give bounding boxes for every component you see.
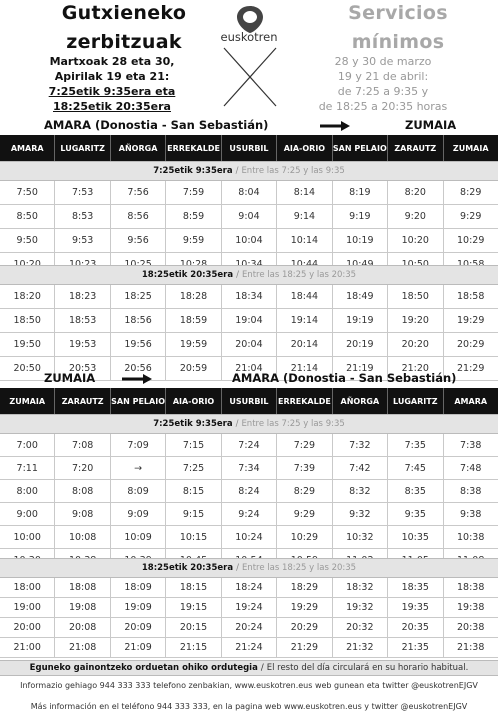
spanish-time-line2: de 18:25 a 20:35 horas xyxy=(318,100,448,113)
basque-title-line1: Gutxieneko xyxy=(61,2,187,24)
departure-time: 9:20 xyxy=(388,205,443,228)
route-origin: ZUMAIA xyxy=(44,371,96,385)
departure-time: 18:49 xyxy=(333,285,388,308)
departure-time: 10:04 xyxy=(222,229,277,252)
departure-time: 18:58 xyxy=(457,291,485,302)
departure-time: 10:09 xyxy=(111,526,166,548)
inbound-morning-band xyxy=(0,414,498,434)
note-separator: / xyxy=(260,663,264,673)
departure-time: 18:34 xyxy=(222,285,277,308)
band-basque: 18:25etik 20:35era xyxy=(141,563,234,573)
departure-time: 7:53 xyxy=(55,181,110,204)
departure-time: 9:38 xyxy=(460,508,482,520)
departure-time: 21:08 xyxy=(55,638,110,657)
band-basque: 7:25etik 9:35era xyxy=(153,166,233,176)
departure-time: 7:09 xyxy=(111,434,166,456)
spanish-time-line1: de 7:25 a 9:35 y xyxy=(337,85,429,98)
outbound-morning-band xyxy=(0,161,498,181)
band-separator: / xyxy=(235,166,239,176)
departure-time: 9:04 xyxy=(222,205,277,228)
departure-time: 21:15 xyxy=(166,638,221,657)
departure-time: 7:38 xyxy=(460,439,482,451)
departure-time: 8:04 xyxy=(222,181,277,204)
basque-time-line2: 18:25etik 20:35era xyxy=(53,100,171,113)
departure-time: 8:24 xyxy=(222,480,277,502)
departure-time: 7:25 xyxy=(166,457,221,479)
departure-time: 19:59 xyxy=(166,333,221,356)
departure-time: 7:24 xyxy=(222,434,277,456)
departure-time: 18:28 xyxy=(166,285,221,308)
departure-time: 7:35 xyxy=(388,434,443,456)
arrow-right-icon xyxy=(320,121,350,131)
departure-time: 20:38 xyxy=(457,622,485,633)
departure-time: 7:08 xyxy=(55,434,110,456)
page-header xyxy=(0,0,498,116)
outbound-route xyxy=(0,117,498,135)
departure-time: 20:04 xyxy=(222,333,277,356)
band-basque: 18:25etik 20:35era xyxy=(141,270,234,280)
station-header: ZARAUTZ xyxy=(388,135,443,161)
departure-time: 18:50 xyxy=(0,309,55,332)
departure-time: 7:15 xyxy=(166,434,221,456)
departure-time: 8:32 xyxy=(333,480,388,502)
departure-time: 9:19 xyxy=(333,205,388,228)
departure-time: 10:29 xyxy=(277,526,332,548)
departure-time: 10:08 xyxy=(55,526,110,548)
inbound-station-header xyxy=(0,388,498,414)
station-header: ZUMAIA xyxy=(452,143,489,153)
timetable-row xyxy=(0,526,498,549)
timetable-row xyxy=(0,578,498,598)
departure-time: 20:24 xyxy=(222,618,277,637)
station-header: ZARAUTZ xyxy=(55,388,110,414)
departure-time: 20:32 xyxy=(333,618,388,637)
departure-time: 19:32 xyxy=(333,598,388,617)
station-header: ZUMAIA xyxy=(0,388,55,414)
departure-time: 9:29 xyxy=(460,211,482,222)
departure-time: 9:59 xyxy=(166,229,221,252)
outbound-evening-band xyxy=(0,265,498,285)
departure-time: 10:38 xyxy=(457,531,485,543)
band-separator: / xyxy=(235,419,239,429)
departure-time: 8:14 xyxy=(277,181,332,204)
timetable-row xyxy=(0,457,498,480)
band-spanish: Entre las 18:25 y las 20:35 xyxy=(241,563,357,573)
departure-time: 19:38 xyxy=(457,602,485,613)
departure-time: 18:25 xyxy=(111,285,166,308)
departure-time: 7:39 xyxy=(277,457,332,479)
departure-time: 20:50 xyxy=(0,357,55,380)
spanish-title-line2: mínimos xyxy=(351,31,445,53)
departure-time: 19:20 xyxy=(388,309,443,332)
departure-time: 7:59 xyxy=(166,181,221,204)
info-spanish: Más información en el teléfono 944 333 333, en la pagina web www.euskotren.eus y twitter @euskotrenEJGV xyxy=(30,702,468,711)
departure-time: 18:00 xyxy=(0,578,55,597)
arrow-right-icon xyxy=(122,374,152,384)
basque-title-line2: zerbitzuak xyxy=(66,31,182,53)
station-header: LUGARITZ xyxy=(388,388,443,414)
departure-time: 10:35 xyxy=(388,526,443,548)
schedule-note xyxy=(0,660,498,676)
departure-time: 9:09 xyxy=(111,503,166,525)
departure-time: 20:14 xyxy=(277,333,332,356)
band-spanish: Entre las 18:25 y las 20:35 xyxy=(241,270,357,280)
departure-time: 9:56 xyxy=(111,229,166,252)
departure-time: 18:53 xyxy=(55,309,110,332)
departure-time: 18:32 xyxy=(333,578,388,597)
departure-time: 20:53 xyxy=(55,357,110,380)
departure-time: 18:38 xyxy=(457,582,485,593)
departure-time: 8:00 xyxy=(0,480,55,502)
note-spanish: El resto del día circulará en su horario habitual. xyxy=(266,663,469,673)
departure-time: 21:24 xyxy=(222,638,277,657)
departure-time: 10:19 xyxy=(333,229,388,252)
timetable-row xyxy=(0,480,498,503)
timetable-row xyxy=(0,309,498,333)
departure-time: 7:45 xyxy=(388,457,443,479)
departure-time: 9:00 xyxy=(0,503,55,525)
departure-time: 7:56 xyxy=(111,181,166,204)
timetable-row xyxy=(0,618,498,638)
departure-time: 20:56 xyxy=(111,357,166,380)
band-spanish: Entre las 7:25 y las 9:35 xyxy=(241,419,345,429)
outbound-station-header xyxy=(0,135,498,161)
timetable-row xyxy=(0,285,498,309)
departure-time: 18:08 xyxy=(55,578,110,597)
station-header: AÑORGA xyxy=(333,388,388,414)
departure-time: 7:11 xyxy=(0,457,55,479)
departure-time: 19:15 xyxy=(166,598,221,617)
departure-time: 8:09 xyxy=(111,480,166,502)
departure-time: 21:35 xyxy=(388,638,443,657)
departure-time: 8:20 xyxy=(388,181,443,204)
band-basque: 7:25etik 9:35era xyxy=(153,419,233,429)
departure-time: 20:29 xyxy=(457,339,485,350)
station-header: AIA-ORIO xyxy=(277,135,332,161)
basque-date-line2: Apirilak 19 eta 21: xyxy=(54,70,170,83)
departure-time: 21:32 xyxy=(333,638,388,657)
departure-time: 19:50 xyxy=(0,333,55,356)
departure-time: 18:09 xyxy=(111,578,166,597)
departure-time: 8:59 xyxy=(166,205,221,228)
inbound-evening-band xyxy=(0,558,498,578)
departure-time: 7:42 xyxy=(333,457,388,479)
station-header: SAN PELAIO xyxy=(333,135,388,161)
departure-time: 19:04 xyxy=(222,309,277,332)
departure-time: 10:14 xyxy=(277,229,332,252)
station-header: USURBIL xyxy=(222,388,277,414)
departure-time: 20:08 xyxy=(55,618,110,637)
timetable-row xyxy=(0,333,498,357)
band-spanish: Entre las 7:25 y las 9:35 xyxy=(241,166,345,176)
departure-time: 9:15 xyxy=(166,503,221,525)
departure-time: 9:24 xyxy=(222,503,277,525)
departure-time: 8:19 xyxy=(333,181,388,204)
departure-time: 18:23 xyxy=(55,285,110,308)
departure-time: 18:56 xyxy=(111,309,166,332)
station-header: AIA-ORIO xyxy=(166,388,221,414)
departure-time: 9:50 xyxy=(0,229,55,252)
departure-time: 21:04 xyxy=(222,357,277,380)
departure-time: 8:53 xyxy=(55,205,110,228)
departure-time: 18:59 xyxy=(166,309,221,332)
departure-time: 8:56 xyxy=(111,205,166,228)
departure-time: 19:00 xyxy=(0,598,55,617)
station-header: LUGARITZ xyxy=(55,135,110,161)
departure-time: 9:08 xyxy=(55,503,110,525)
departure-time: 21:29 xyxy=(457,363,485,374)
departure-time: 7:29 xyxy=(277,434,332,456)
departure-time: 8:38 xyxy=(460,485,482,497)
departure-time: 19:09 xyxy=(111,598,166,617)
departure-time: 21:38 xyxy=(457,642,485,653)
station-header: AMARA xyxy=(454,396,488,406)
route-destination: ZUMAIA xyxy=(405,118,457,132)
station-header: AMARA xyxy=(0,135,55,161)
timetable-row xyxy=(0,638,498,658)
basque-date-line1: Martxoak 28 eta 30, xyxy=(49,55,175,68)
departure-time: 7:34 xyxy=(222,457,277,479)
note-basque: Eguneko gainontzeko orduetan ohiko ordutegia xyxy=(29,663,258,673)
departure-time: 18:50 xyxy=(388,285,443,308)
departure-time: 20:19 xyxy=(333,333,388,356)
departure-time: 9:32 xyxy=(333,503,388,525)
departure-time: 9:14 xyxy=(277,205,332,228)
departure-time: 10:29 xyxy=(457,235,485,246)
departure-time: 20:59 xyxy=(166,357,221,380)
timetable-row xyxy=(0,598,498,618)
inbound-route xyxy=(0,370,498,388)
station-header: ERREKALDE xyxy=(277,388,332,414)
departure-time: 19:56 xyxy=(111,333,166,356)
departure-time: 10:00 xyxy=(0,526,55,548)
departure-time: 20:35 xyxy=(388,618,443,637)
departure-time: 18:35 xyxy=(388,578,443,597)
station-header: ERREKALDE xyxy=(166,135,221,161)
departure-time: 20:00 xyxy=(0,618,55,637)
departure-time: 10:32 xyxy=(333,526,388,548)
departure-time: 19:14 xyxy=(277,309,332,332)
departure-time: 8:15 xyxy=(166,480,221,502)
station-header: SAN PELAIO xyxy=(111,388,166,414)
departure-time: 7:48 xyxy=(460,462,482,474)
departure-time: 21:20 xyxy=(388,357,443,380)
departure-time: 8:29 xyxy=(277,480,332,502)
timetable-row xyxy=(0,205,498,229)
spanish-date-line1: 28 y 30 de marzo xyxy=(334,55,432,68)
departure-time: 18:15 xyxy=(166,578,221,597)
departure-time: 9:53 xyxy=(55,229,110,252)
departure-time: 20:29 xyxy=(277,618,332,637)
departure-time: 9:29 xyxy=(277,503,332,525)
departure-time: 7:50 xyxy=(0,181,55,204)
info-basque: Informazio gehiago 944 333 333 telefono zenbakian, www.euskotren.eus web gunean eta twitter @euskotrenEJGV xyxy=(20,681,478,690)
timetable-row xyxy=(0,229,498,253)
departure-time: 8:29 xyxy=(460,187,482,198)
basque-time-line1: 7:25etik 9:35era eta xyxy=(48,85,176,98)
station-header: USURBIL xyxy=(222,135,277,161)
departure-time: 10:15 xyxy=(166,526,221,548)
timetable-row xyxy=(0,434,498,457)
departure-time: 21:29 xyxy=(277,638,332,657)
departure-time: 21:00 xyxy=(0,638,55,657)
band-separator: / xyxy=(236,270,239,280)
departure-time: 9:35 xyxy=(388,503,443,525)
route-origin: AMARA (Donostia - San Sebastián) xyxy=(44,118,269,132)
departure-time: 19:19 xyxy=(333,309,388,332)
departure-time: 19:53 xyxy=(55,333,110,356)
departure-time: 10:20 xyxy=(388,229,443,252)
departure-time: 18:44 xyxy=(277,285,332,308)
departure-time: 18:24 xyxy=(222,578,277,597)
spanish-title-line1: Servicios xyxy=(348,2,448,24)
route-destination: AMARA (Donostia - San Sebastián) xyxy=(232,371,457,385)
departure-time: 20:15 xyxy=(166,618,221,637)
departure-time: 18:20 xyxy=(0,285,55,308)
departure-time: 19:24 xyxy=(222,598,277,617)
departure-time: 7:00 xyxy=(0,434,55,456)
departure-time: 7:20 xyxy=(55,457,110,479)
departure-time: 18:29 xyxy=(277,578,332,597)
brand-name: euskotren xyxy=(220,30,278,44)
departure-time: 19:08 xyxy=(55,598,110,617)
departure-time: 8:50 xyxy=(0,205,55,228)
departure-time: 10:24 xyxy=(222,526,277,548)
departure-time: 19:35 xyxy=(388,598,443,617)
departure-time: 21:14 xyxy=(277,357,332,380)
station-header: AÑORGA xyxy=(111,135,166,161)
departure-time: 20:20 xyxy=(388,333,443,356)
spanish-date-line2: 19 y 21 de abril: xyxy=(337,70,429,83)
timetable-row xyxy=(0,181,498,205)
departure-time: 7:32 xyxy=(333,434,388,456)
departure-time: → xyxy=(111,457,166,479)
departure-time: 21:09 xyxy=(111,638,166,657)
band-separator: / xyxy=(236,563,239,573)
timetable-row xyxy=(0,503,498,526)
departure-time: 21:19 xyxy=(333,357,388,380)
departure-time: 8:08 xyxy=(55,480,110,502)
departure-time: 8:35 xyxy=(388,480,443,502)
departure-time: 19:29 xyxy=(457,315,485,326)
departure-time: 19:29 xyxy=(277,598,332,617)
departure-time: 20:09 xyxy=(111,618,166,637)
